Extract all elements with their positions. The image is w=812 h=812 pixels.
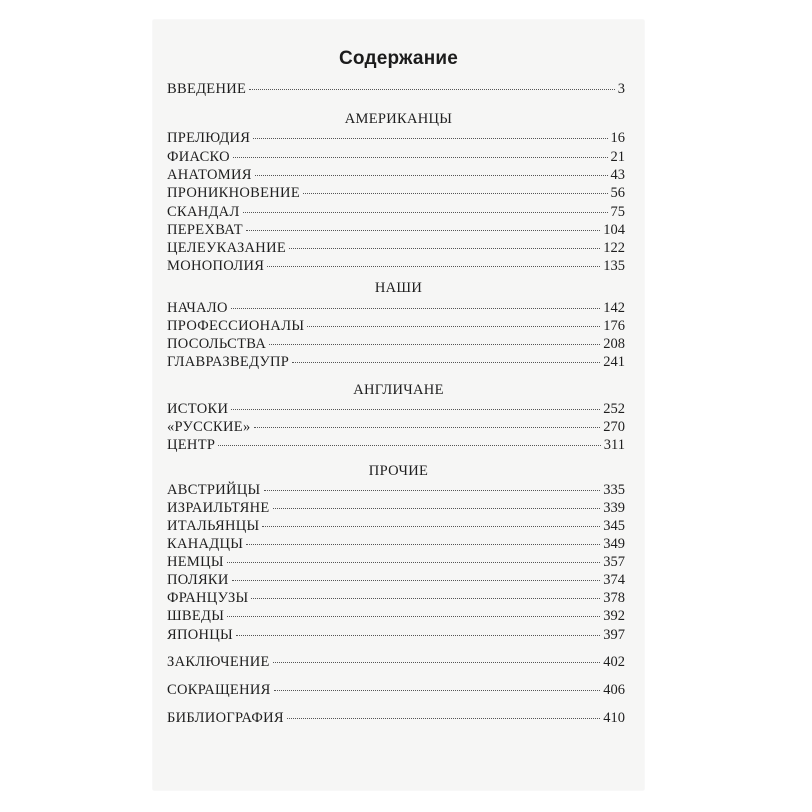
toc-entry-page: 16	[610, 130, 625, 146]
toc-entry	[167, 258, 625, 278]
toc-entry-page: 406	[603, 682, 625, 698]
toc-entry	[167, 401, 625, 421]
toc-entry-label: НАЧАЛО	[167, 300, 228, 316]
toc-entry-label: ПРОФЕССИОНАЛЫ	[167, 318, 305, 334]
toc-entry-label: АНАТОМИЯ	[167, 167, 252, 183]
toc-entry-label: ЦЕНТР	[167, 437, 216, 453]
toc-entry	[167, 222, 625, 242]
toc-entry	[167, 130, 625, 150]
toc-entry-page: 397	[603, 627, 625, 643]
section-heading: АМЕРИКАНЦЫ	[344, 111, 453, 127]
toc-entry-label: ПРЕЛЮДИЯ	[167, 130, 251, 146]
toc-entry-label: ИЗРАИЛЬТЯНЕ	[167, 500, 270, 516]
dot-leader	[246, 544, 600, 545]
toc-entry-label: ШВЕДЫ	[167, 608, 225, 624]
section-heading: ПРОЧИЕ	[368, 463, 429, 479]
toc-entry-page: 176	[603, 318, 625, 334]
toc-entry	[167, 627, 625, 647]
toc-entry	[167, 419, 625, 439]
dot-leader	[253, 138, 607, 139]
toc-entry-page: 3	[617, 81, 625, 97]
dot-leader	[249, 89, 615, 90]
toc-entry-label: ИСТОКИ	[167, 401, 229, 417]
toc-entry-page: 252	[603, 401, 625, 417]
toc-entry	[167, 336, 625, 356]
toc-entry-page: 142	[603, 300, 625, 316]
toc-entry-label: ПОСОЛЬСТВА	[167, 336, 267, 352]
dot-leader	[274, 690, 601, 691]
toc-entry	[167, 81, 625, 101]
toc-entry	[167, 518, 625, 538]
book-page	[153, 20, 644, 790]
toc-entry-page: 392	[603, 608, 625, 624]
dot-leader	[231, 308, 601, 309]
toc-entry-page: 241	[603, 354, 625, 370]
toc-entry-page: 410	[603, 710, 625, 726]
toc-entry	[167, 240, 625, 260]
toc-entry-label: КАНАДЦЫ	[167, 536, 244, 552]
toc-entry-page: 122	[603, 240, 625, 256]
toc-entry	[167, 437, 625, 457]
toc-entry-page: 104	[603, 222, 625, 238]
dot-leader	[243, 212, 608, 213]
toc-entry-page: 21	[610, 149, 625, 165]
toc-entry-page: 208	[603, 336, 625, 352]
dot-leader	[227, 562, 600, 563]
dot-leader	[232, 580, 601, 581]
dot-leader	[262, 526, 600, 527]
toc-entry	[167, 710, 625, 730]
toc-entry-page: 339	[603, 500, 625, 516]
toc-entry-label: ЦЕЛЕУКАЗАНИЕ	[167, 240, 287, 256]
toc-entry	[167, 572, 625, 592]
dot-leader	[218, 445, 601, 446]
toc-entry-label: «РУССКИЕ»	[167, 419, 251, 435]
toc-entry	[167, 590, 625, 610]
dot-leader	[273, 662, 601, 663]
toc-entry	[167, 608, 625, 628]
dot-leader	[269, 344, 600, 345]
toc-entry-label: БИБЛИОГРАФИЯ	[167, 710, 284, 726]
dot-leader	[289, 248, 600, 249]
toc-entry-label: ИТАЛЬЯНЦЫ	[167, 518, 260, 534]
toc-entry	[167, 354, 625, 374]
toc-entry	[167, 185, 625, 205]
toc-entry	[167, 482, 625, 502]
dot-leader	[231, 409, 600, 410]
toc-entry-page: 43	[610, 167, 625, 183]
toc-entry-label: НЕМЦЫ	[167, 554, 224, 570]
toc-entry	[167, 682, 625, 702]
toc-entry-label: ПРОНИКНОВЕНИЕ	[167, 185, 300, 201]
toc-entry	[167, 167, 625, 187]
toc-entry	[167, 300, 625, 320]
page-title: Содержание	[338, 48, 459, 69]
dot-leader	[227, 616, 600, 617]
toc-entry-page: 349	[603, 536, 625, 552]
dot-leader	[307, 326, 600, 327]
toc-entry-page: 311	[603, 437, 625, 453]
toc-entry	[167, 149, 625, 169]
toc-entry-page: 374	[603, 572, 625, 588]
toc-entry-label: СОКРАЩЕНИЯ	[167, 682, 271, 698]
toc-entry-label: СКАНДАЛ	[167, 204, 240, 220]
dot-leader	[264, 490, 601, 491]
toc-entry	[167, 500, 625, 520]
toc-entry-label: ЗАКЛЮЧЕНИЕ	[167, 654, 270, 670]
toc-entry-page: 378	[603, 590, 625, 606]
toc-entry-label: ФРАНЦУЗЫ	[167, 590, 249, 606]
toc-entry-label: АВСТРИЙЦЫ	[167, 482, 261, 498]
toc-entry	[167, 204, 625, 224]
dot-leader	[255, 175, 608, 176]
toc-entry-label: ПЕРЕХВАТ	[167, 222, 243, 238]
toc-entry-label: ВВЕДЕНИЕ	[167, 81, 247, 97]
dot-leader	[292, 362, 600, 363]
dot-leader	[233, 157, 608, 158]
toc-entry-page: 135	[603, 258, 625, 274]
toc-entry-page: 56	[610, 185, 625, 201]
toc-entry	[167, 554, 625, 574]
dot-leader	[246, 230, 600, 231]
toc-entry-page: 402	[603, 654, 625, 670]
toc-entry-page: 357	[603, 554, 625, 570]
dot-leader	[251, 598, 600, 599]
dot-leader	[267, 266, 600, 267]
dot-leader	[236, 635, 600, 636]
toc-entry-page: 345	[603, 518, 625, 534]
toc-entry	[167, 654, 625, 674]
toc-entry-label: ЯПОНЦЫ	[167, 627, 234, 643]
toc-entry-label: МОНОПОЛИЯ	[167, 258, 265, 274]
toc-entry	[167, 536, 625, 556]
dot-leader	[273, 508, 601, 509]
toc-entry-label: ФИАСКО	[167, 149, 230, 165]
toc-entry-label: ПОЛЯКИ	[167, 572, 229, 588]
dot-leader	[254, 427, 601, 428]
dot-leader	[287, 718, 600, 719]
section-heading: АНГЛИЧАНЕ	[353, 382, 444, 398]
toc-entry	[167, 318, 625, 338]
dot-leader	[303, 193, 608, 194]
toc-entry-page: 335	[603, 482, 625, 498]
toc-entry-label: ГЛАВРАЗВЕДУПР	[167, 354, 290, 370]
toc-entry-page: 75	[610, 204, 625, 220]
section-heading: НАШИ	[374, 280, 423, 296]
toc-entry-page: 270	[603, 419, 625, 435]
